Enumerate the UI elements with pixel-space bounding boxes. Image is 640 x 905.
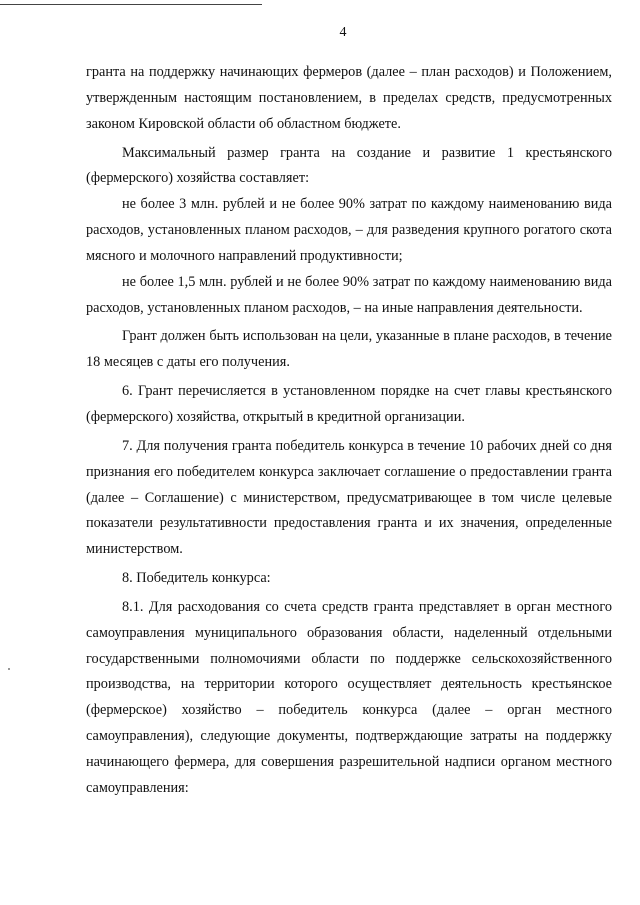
paragraph-other-limit: не более 1,5 млн. рублей и не более 90% затрат по каждому наименованию вида расходов, установленных планом расходов, – на иные направления деятельности. (86, 273, 612, 316)
page-body (86, 60, 612, 802)
paragraph-item-8: 8. Победитель конкурса: (122, 570, 271, 587)
paragraph-item-6: 6. Грант перечисляется в установленном порядке на счет главы крестьянского (фермерского) хозяйства, открытый в кредитной организации. (86, 383, 612, 425)
paragraph-item-8-1: 8.1. Для расходования со счета средств гранта представляет в орган местного самоуправления муниципального образования области, наделенный отдельными государственными полномочиями области по поддержке сельскохозяйственного производства, на территории которого осуществляет деятельность крестьянское (фермерское) хозяйство – победитель конкурса (далее – орган местного самоуправления), следующие документы, подтверждающие затраты на поддержку начинающего фермера, для совершения разрешительной надписи органом местного самоуправления: (86, 598, 612, 796)
paragraph-max-grant: Максимальный размер гранта на создание и развитие 1 крестьянского (фермерского) хозяйства составляет: (86, 144, 612, 187)
paragraph-grant-usage: Грант должен быть использован на цели, указанные в плане расходов, в течение 18 месяцев с даты его получения. (86, 328, 612, 371)
paragraph-cattle-limit: не более 3 млн. рублей и не более 90% затрат по каждому наименованию вида расходов, установленных планом расходов, – для разведения крупного рогатого скота мясного и молочного направлений продуктивности; (86, 196, 612, 264)
paragraph-continuation: гранта на поддержку начинающих фермеров (далее – план расходов) и Положением, утвержденным настоящим постановлением, в пределах средств, предусмотренных законом Кировской области об областном бюджете. (86, 64, 612, 132)
page-number: 4 (339, 25, 347, 40)
top-rule (0, 4, 262, 5)
scan-speck (8, 668, 10, 670)
paragraph-item-7: 7. Для получения гранта победитель конкурса в течение 10 рабочих дней со дня признания его победителем конкурса заключает соглашение о предоставлении гранта (далее – Соглашение) с министерством, предусматривающее в том числе целевые показатели результативности предоставления гранта и их значения, определенные министерством. (86, 437, 612, 558)
